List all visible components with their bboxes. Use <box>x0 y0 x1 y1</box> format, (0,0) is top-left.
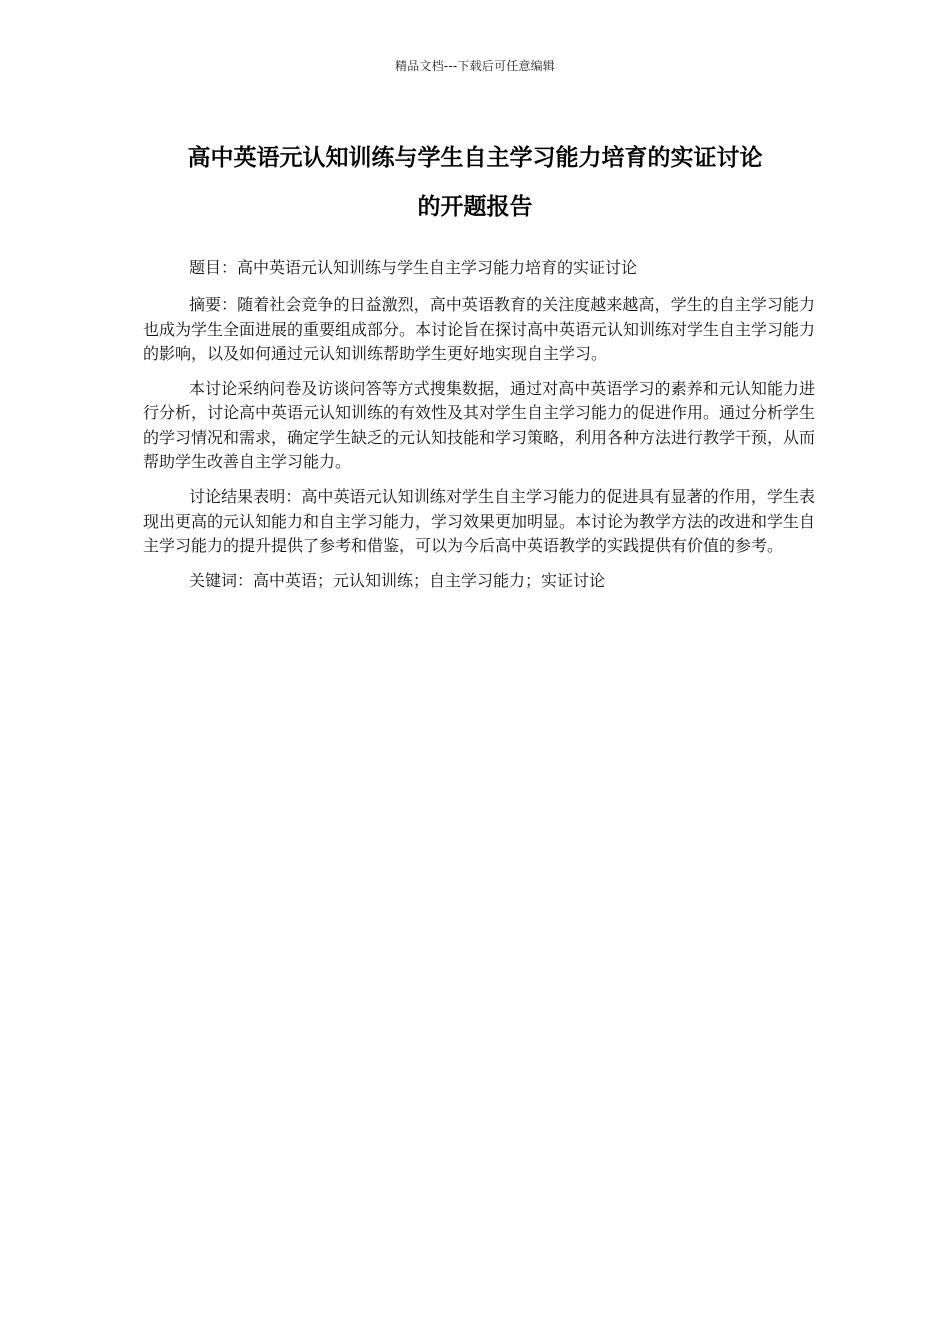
abstract-paragraph: 摘要：随着社会竞争的日益激烈，高中英语教育的关注度越来越高，学生的自主学习能力也成为学生全面进展的重要组成部分。本讨论旨在探讨高中英语元认知训练对学生自主学习能力的影响，以及如何通过元认知训练帮助学生更好地实现自主学习。 <box>143 295 816 363</box>
title-line-2: 的开题报告 <box>417 194 533 220</box>
header-note: 精品文档---下载后可任意编辑 <box>395 59 555 73</box>
topic-paragraph: 题目：高中英语元认知训练与学生自主学习能力培育的实证讨论 <box>189 258 638 277</box>
keywords-paragraph: 关键词：高中英语；元认知训练；自主学习能力；实证讨论 <box>189 571 606 591</box>
results-paragraph: 讨论结果表明：高中英语元认知训练对学生自主学习能力的促进具有显著的作用，学生表现出更高的元认知能力和自主学习能力，学习效果更加明显。本讨论为教学方法的改进和学生自主学习能力的提升提供了参考和借鉴，可以为今后高中英语教学的实践提供有价值的参考。 <box>143 487 816 555</box>
title-line-1: 高中英语元认知训练与学生自主学习能力培育的实证讨论 <box>187 145 763 171</box>
document-body <box>143 256 815 607</box>
document-title <box>140 134 810 232</box>
method-paragraph: 本讨论采纳问卷及访谈问答等方式搜集数据，通过对高中英语学习的素养和元认知能力进行分析，讨论高中英语元认知训练的有效性及其对学生自主学习能力的促进作用。通过分析学生的学习情况和需求，确定学生缺乏的元认知技能和学习策略，利用各种方法进行教学干预，从而帮助学生改善自主学习能力。 <box>143 379 816 472</box>
